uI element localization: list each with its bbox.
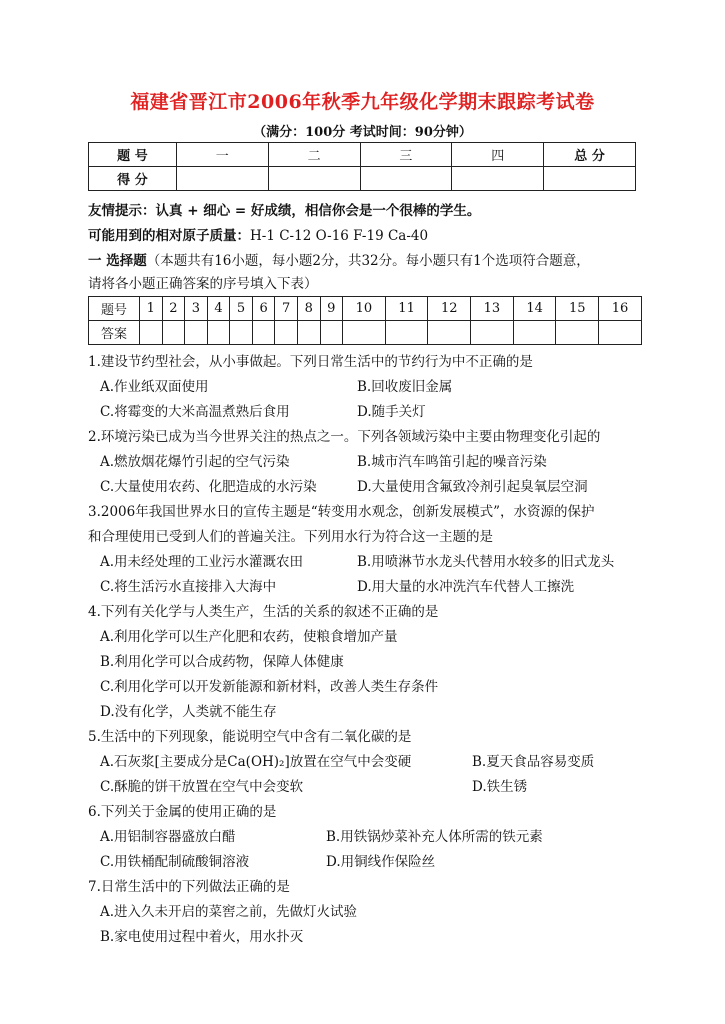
question-number-cell: 6 <box>252 297 275 321</box>
score-input-cell[interactable] <box>268 167 360 191</box>
section-heading: 一 选择题 <box>88 253 147 269</box>
score-table-cell: 一 <box>176 143 268 167</box>
score-table-cell: 题 号 <box>89 143 177 167</box>
score-table <box>88 142 636 191</box>
score-input-cell[interactable] <box>452 167 544 191</box>
question-stem: 3.2006年我国世界水日的宣传主题是“转变用水观念，创新发展模式”，水资源的保护 <box>88 504 595 520</box>
atomic-mass-line <box>88 224 428 244</box>
atomic-mass-values: H-1 C-12 O-16 F-19 Ca-40 <box>250 228 429 244</box>
answer-table-label: 题号 <box>89 297 140 321</box>
question-number-cell: 16 <box>599 297 642 321</box>
answer-input-cell[interactable] <box>513 321 556 345</box>
answer-input-cell[interactable] <box>556 321 599 345</box>
answer-table-answer-row <box>89 321 642 345</box>
answer-input-cell[interactable] <box>275 321 298 345</box>
question-option: C.将生活污水直接排入大海中 <box>100 579 277 595</box>
answer-input-cell[interactable] <box>207 321 230 345</box>
question-number-cell: 12 <box>428 297 471 321</box>
question-stem: 2.环境污染已成为当今世界关注的热点之一。下列各领域污染中主要由物理变化引起的 <box>88 429 601 445</box>
question-option: D.大量使用含氟致冷剂引起臭氧层空洞 <box>357 479 588 495</box>
score-table-header-row <box>89 143 636 167</box>
question-number-cell: 2 <box>162 297 185 321</box>
question-option: A.作业纸双面使用 <box>100 379 209 395</box>
question-option: A.用未经处理的工业污水灌溉农田 <box>100 554 304 570</box>
question-number-cell: 8 <box>297 297 320 321</box>
score-input-cell[interactable] <box>544 167 636 191</box>
question-option: C.利用化学可以开发新能源和新材料，改善人类生存条件 <box>100 679 439 695</box>
question-option: C.酥脆的饼干放置在空气中会变软 <box>100 779 304 795</box>
score-table-score-row <box>89 167 636 191</box>
question-option: D.没有化学，人类就不能生存 <box>100 704 277 720</box>
score-input-cell[interactable] <box>176 167 268 191</box>
answer-input-cell[interactable] <box>471 321 514 345</box>
question-option: C.用铁桶配制硫酸铜溶液 <box>100 854 250 870</box>
exam-subtitle: （满分：100分 考试时间：90分钟） <box>253 125 472 140</box>
score-table-cell: 二 <box>268 143 360 167</box>
question-option: A.石灰浆[主要成分是Ca(OH)₂]放置在空气中会变硬 <box>100 754 412 770</box>
section-description-cont: 请将各小题正确答案的序号填入下表） <box>88 276 318 292</box>
answer-input-cell[interactable] <box>297 321 320 345</box>
question-number-cell: 9 <box>320 297 343 321</box>
question-option: A.用铝制容器盛放白醋 <box>100 829 236 845</box>
answer-input-cell[interactable] <box>428 321 471 345</box>
question-stem-cont: 和合理使用已受到人们的普遍关注。下列用水行为符合这一主题的是 <box>88 529 493 545</box>
question-stem: 1.建设节约型社会，从小事做起。下列日常生活中的节约行为中不正确的是 <box>88 354 533 370</box>
page-title: 福建省晋江市2006年秋季九年级化学期末跟踪考试卷 <box>130 91 595 113</box>
question-option: A.燃放烟花爆竹引起的空气污染 <box>100 454 290 470</box>
score-table-cell: 四 <box>452 143 544 167</box>
score-table-cell: 总 分 <box>544 143 636 167</box>
question-number-cell: 11 <box>385 297 428 321</box>
answer-input-cell[interactable] <box>385 321 428 345</box>
atomic-mass-label: 可能用到的相对原子质量： <box>88 228 250 244</box>
friendly-tip: 友情提示：认真 + 细心 = 好成绩，相信你会是一个很棒的学生。 <box>88 203 481 219</box>
answer-input-cell[interactable] <box>185 321 208 345</box>
question-option: C.将霉变的大米高温煮熟后食用 <box>100 404 290 420</box>
question-stem: 4.下列有关化学与人类生产，生活的关系的叙述不正确的是 <box>88 604 439 620</box>
question-option: B.回收废旧金属 <box>357 379 453 395</box>
question-option: B.夏天食品容易变质 <box>472 754 595 770</box>
question-number-cell: 14 <box>513 297 556 321</box>
answer-input-cell[interactable] <box>140 321 163 345</box>
question-option: D.铁生锈 <box>472 779 528 795</box>
question-number-cell: 1 <box>140 297 163 321</box>
question-option: D.随手关灯 <box>357 404 426 420</box>
question-option: B.家电使用过程中着火，用水扑灭 <box>100 929 304 945</box>
question-number-cell: 7 <box>275 297 298 321</box>
answer-input-cell[interactable] <box>230 321 253 345</box>
answer-input-cell[interactable] <box>599 321 642 345</box>
question-number-cell: 3 <box>185 297 208 321</box>
answer-table-number-row <box>89 297 642 321</box>
answer-table-label: 答案 <box>89 321 140 345</box>
question-option: A.利用化学可以生产化肥和农药，使粮食增加产量 <box>100 629 398 645</box>
question-stem: 5.生活中的下列现象，能说明空气中含有二氧化碳的是 <box>88 729 412 745</box>
answer-input-cell[interactable] <box>252 321 275 345</box>
section-heading-line <box>88 249 590 269</box>
question-number-cell: 4 <box>207 297 230 321</box>
question-option: B.城市汽车鸣笛引起的噪音污染 <box>357 454 547 470</box>
question-number-cell: 10 <box>343 297 386 321</box>
answer-input-cell[interactable] <box>343 321 386 345</box>
score-table-cell: 三 <box>360 143 452 167</box>
question-option: D.用铜线作保险丝 <box>326 854 436 870</box>
question-option: A.进入久未开启的菜窖之前，先做灯火试验 <box>100 904 358 920</box>
question-option: D.用大量的水冲洗汽车代替人工擦洗 <box>357 579 575 595</box>
question-option: C.大量使用农药、化肥造成的水污染 <box>100 479 317 495</box>
score-table-cell: 得 分 <box>89 167 177 191</box>
answer-table <box>88 296 642 345</box>
question-number-cell: 13 <box>471 297 514 321</box>
question-option: B.用铁锅炒菜补充人体所需的铁元素 <box>326 829 543 845</box>
question-stem: 7.日常生活中的下列做法正确的是 <box>88 879 290 895</box>
answer-input-cell[interactable] <box>320 321 343 345</box>
question-option: B.用喷淋节水龙头代替用水较多的旧式龙头 <box>357 554 615 570</box>
section-description: （本题共有16小题，每小题2分，共32分。每小题只有1个选项符合题意， <box>146 253 590 269</box>
question-number-cell: 5 <box>230 297 253 321</box>
question-stem: 6.下列关于金属的使用正确的是 <box>88 804 277 820</box>
score-input-cell[interactable] <box>360 167 452 191</box>
answer-input-cell[interactable] <box>162 321 185 345</box>
question-number-cell: 15 <box>556 297 599 321</box>
question-option: B.利用化学可以合成药物，保障人体健康 <box>100 654 344 670</box>
